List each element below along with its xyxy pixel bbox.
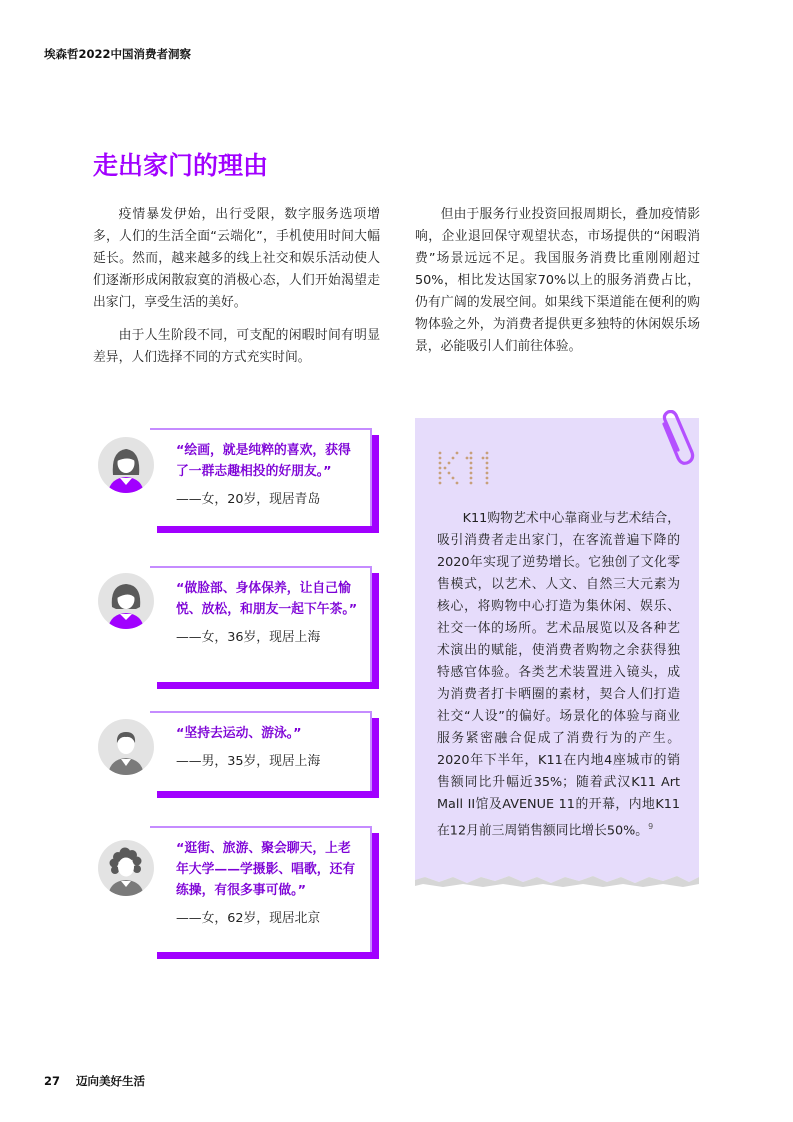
quote-card bbox=[150, 826, 372, 952]
torn-paper-edge bbox=[413, 868, 701, 888]
quote-attribution: ——女，20岁，现居青岛 bbox=[176, 492, 321, 507]
quote-card bbox=[150, 711, 372, 791]
footer-section-name: 迈向美好生活 bbox=[76, 1074, 146, 1088]
paragraph: 但由于服务行业投资回报周期长，叠加疫情影响，企业退回保守观望状态，市场提供的“闲暇消费”场景远远不足。我国服务消费比重刚刚超过50%，相比发达国家70%以上的服务消费占比，仍有广阔的发展空间。如果线下渠道能在便利的购物体验之外，为消费者提供更多独特的休闲娱乐场景，必能吸引人们前往体验。 bbox=[415, 207, 700, 354]
quote-attribution: ——女，36岁，现居上海 bbox=[176, 630, 321, 645]
woman-long-hair-avatar-icon bbox=[98, 437, 154, 493]
quote-text: “做脸部、身体保养，让自己愉悦、放松，和朋友一起下午茶。” bbox=[176, 581, 358, 617]
section-title: 走出家门的理由 bbox=[93, 151, 269, 180]
running-header: 埃森哲2022中国消费者洞察 bbox=[44, 47, 192, 61]
quote-text: “绘画，就是纯粹的喜欢，获得了一群志趣相投的好朋友。” bbox=[176, 443, 351, 479]
paperclip-icon bbox=[652, 410, 696, 472]
page-number: 27 bbox=[44, 1074, 61, 1088]
left-text-column bbox=[93, 204, 380, 380]
footnote-marker: 9 bbox=[648, 822, 654, 831]
k11-paragraph: K11购物艺术中心靠商业与艺术结合，吸引消费者走出家门，在客流普遍下降的2020年实现了逆势增长。它独创了文化零售模式，以艺术、人文、自然三大元素为核心，将购物中心打造为集休闲、娱乐、社交一体的场所。艺术品展览以及各种艺术演出的赋能，使消费者购物之余获得独特感官体验。各类艺术装置进入镜头，成为消费者打卡晒圈的素材，契合人们打造社交“人设”的偏好。场景化的体验与商业服务紧密融合促成了消费行为的产生。2020年下半年，K11在内地4座城市的销售额同比升幅近35%；随着武汉K11 Art Mall II馆及AVENUE 11的开幕，内地K11在12月前三周销售额同比增长50%。 bbox=[437, 511, 680, 839]
page-footer bbox=[44, 1073, 145, 1089]
quote-attribution: ——男，35岁，现居上海 bbox=[176, 754, 321, 769]
quote-text: “逛街、旅游、聚会聊天，上老年大学——学摄影、唱歌，还有练操，有很多事可做。” bbox=[176, 841, 356, 898]
paragraph: 疫情暴发伊始，出行受限，数字服务选项增多，人们的生活全面“云端化”，手机使用时间大幅延长。然而，越来越多的线上社交和娱乐活动使人们逐渐形成闲散寂寞的消极心态，人们开始渴望走出家门，享受生活的美好。 bbox=[93, 207, 380, 310]
woman-curly-hair-avatar-icon bbox=[98, 840, 154, 896]
k11-logo bbox=[437, 450, 501, 490]
woman-bob-hair-avatar-icon bbox=[98, 573, 154, 629]
paragraph: 由于人生阶段不同，可支配的闲暇时间有明显差异，人们选择不同的方式充实时间。 bbox=[93, 328, 380, 365]
quote-card bbox=[150, 428, 372, 526]
quote-card bbox=[150, 566, 372, 682]
quote-text: “坚持去运动、游泳。” bbox=[176, 726, 302, 741]
k11-body-text bbox=[437, 508, 680, 842]
quote-attribution: ——女，62岁，现居北京 bbox=[176, 911, 321, 926]
right-text-column bbox=[415, 204, 700, 369]
man-avatar-icon bbox=[98, 719, 154, 775]
